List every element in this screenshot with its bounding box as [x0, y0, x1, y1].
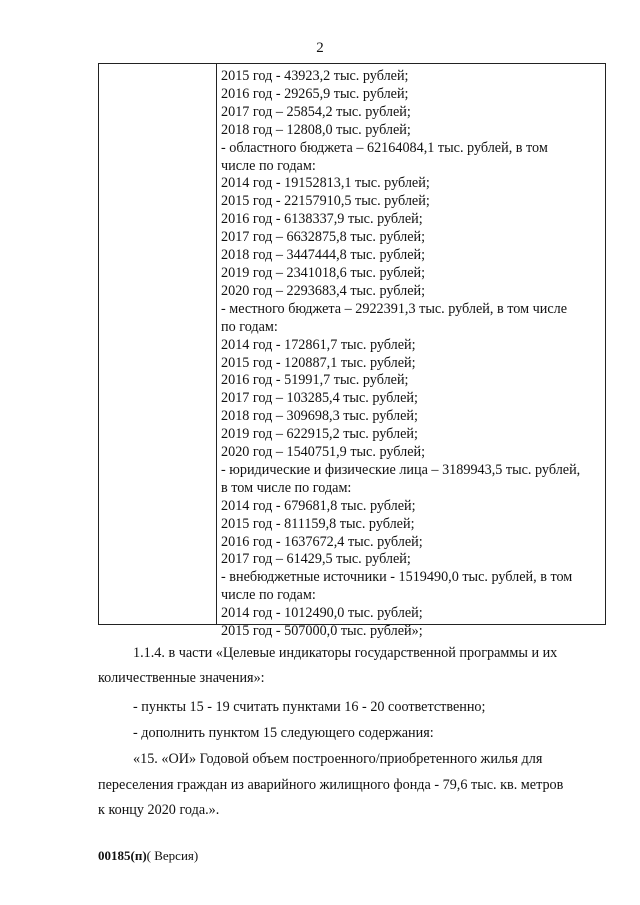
- table-cell-line: 2020 год – 1540751,9 тыс. рублей;: [221, 444, 426, 461]
- table-cell-line: 2015 год - 120887,1 тыс. рублей;: [221, 354, 416, 371]
- paragraph-1-1-4-continued: [98, 668, 606, 688]
- table-cell-line: 2018 год – 309698,3 тыс. рублей;: [221, 408, 418, 425]
- table-cell-line: 2018 год – 3447444,8 тыс. рублей;: [221, 247, 426, 264]
- table-cell-line: 2014 год - 679681,8 тыс. рублей;: [221, 497, 416, 514]
- table-cell-line: - областного бюджета – 62164084,1 тыс. рублей, в том: [221, 139, 548, 156]
- paragraph-text: к концу 2020 года.».: [98, 802, 220, 818]
- paragraph-text: - пункты 15 - 19 считать пунктами 16 - 20 соответственно;: [133, 699, 486, 715]
- table-cell-line: 2017 год – 6632875,8 тыс. рублей;: [221, 229, 426, 246]
- paragraph-renumber: [98, 697, 606, 717]
- paragraph-text: - дополнить пунктом 15 следующего содержания:: [133, 725, 434, 741]
- table-cell-line: 2018 год – 12808,0 тыс. рублей;: [221, 121, 411, 138]
- table-column-divider: [216, 64, 217, 624]
- table-cell-line: 2014 год - 1012490,0 тыс. рублей;: [221, 605, 423, 622]
- table-cell-line: 2017 год – 25854,2 тыс. рублей;: [221, 103, 411, 120]
- table-cell-line: - местного бюджета – 2922391,3 тыс. рублей, в том числе: [221, 300, 567, 317]
- document-version: ( Версия): [146, 848, 199, 863]
- paragraph-text: количественные значения»:: [98, 670, 265, 686]
- table-cell-line: 2016 год - 29265,9 тыс. рублей;: [221, 85, 409, 102]
- table-cell-line: 2019 год – 2341018,6 тыс. рублей;: [221, 264, 426, 281]
- table-cell-line: 2016 год - 6138337,9 тыс. рублей;: [221, 211, 423, 228]
- paragraph-1-1-4: [98, 643, 606, 663]
- table-cell-line: 2014 год - 172861,7 тыс. рублей;: [221, 336, 416, 353]
- paragraph-item-15-line2: [98, 775, 606, 795]
- footer-document-code: [98, 848, 198, 864]
- table-cell-line: 2020 год – 2293683,4 тыс. рублей;: [221, 282, 426, 299]
- paragraph-item-15: [98, 749, 606, 769]
- table-cell-line: 2017 год – 61429,5 тыс. рублей;: [221, 551, 411, 568]
- table-cell-line: 2017 год – 103285,4 тыс. рублей;: [221, 390, 418, 407]
- table-cell-line: 2019 год – 622915,2 тыс. рублей;: [221, 426, 418, 443]
- paragraph-text: 1.1.4. в части «Целевые индикаторы государственной программы и их: [133, 645, 558, 661]
- table-cell-line: числе по годам:: [221, 587, 316, 604]
- paragraph-item-15-line3: [98, 800, 606, 820]
- paragraph-add: [98, 723, 606, 743]
- table-cell-line: 2015 год - 811159,8 тыс. рублей;: [221, 515, 415, 532]
- budget-table: [98, 63, 606, 640]
- table-cell-line: 2016 год - 51991,7 тыс. рублей;: [221, 372, 409, 389]
- table-cell-line: - юридические и физические лица – 3189943,5 тыс. рублей,: [221, 461, 581, 478]
- table-cell-funding: [221, 68, 601, 641]
- paragraph-text: переселения граждан из аварийного жилищного фонда - 79,6 тыс. кв. метров: [98, 777, 564, 793]
- table-cell-line: 2016 год - 1637672,4 тыс. рублей;: [221, 533, 423, 550]
- table-cell-line: 2015 год - 43923,2 тыс. рублей;: [221, 68, 409, 84]
- table-cell-line: 2015 год - 22157910,5 тыс. рублей;: [221, 193, 430, 210]
- paragraph-line: [98, 643, 606, 663]
- page-number: 2: [316, 40, 324, 56]
- table-cell-line: 2015 год - 507000,0 тыс. рублей»;: [221, 623, 423, 640]
- paragraph-text: «15. «ОИ» Годовой объем построенного/приобретенного жилья для: [133, 751, 543, 767]
- table-cell-line: по годам:: [221, 318, 278, 335]
- table-cell-line: числе по годам:: [221, 157, 316, 174]
- table-cell-line: 2014 год - 19152813,1 тыс. рублей;: [221, 175, 430, 192]
- document-code: 00185(п): [98, 848, 147, 863]
- table-cell-line: - внебюджетные источники - 1519490,0 тыс. рублей, в том: [221, 569, 573, 586]
- table-cell-line: в том числе по годам:: [221, 479, 352, 496]
